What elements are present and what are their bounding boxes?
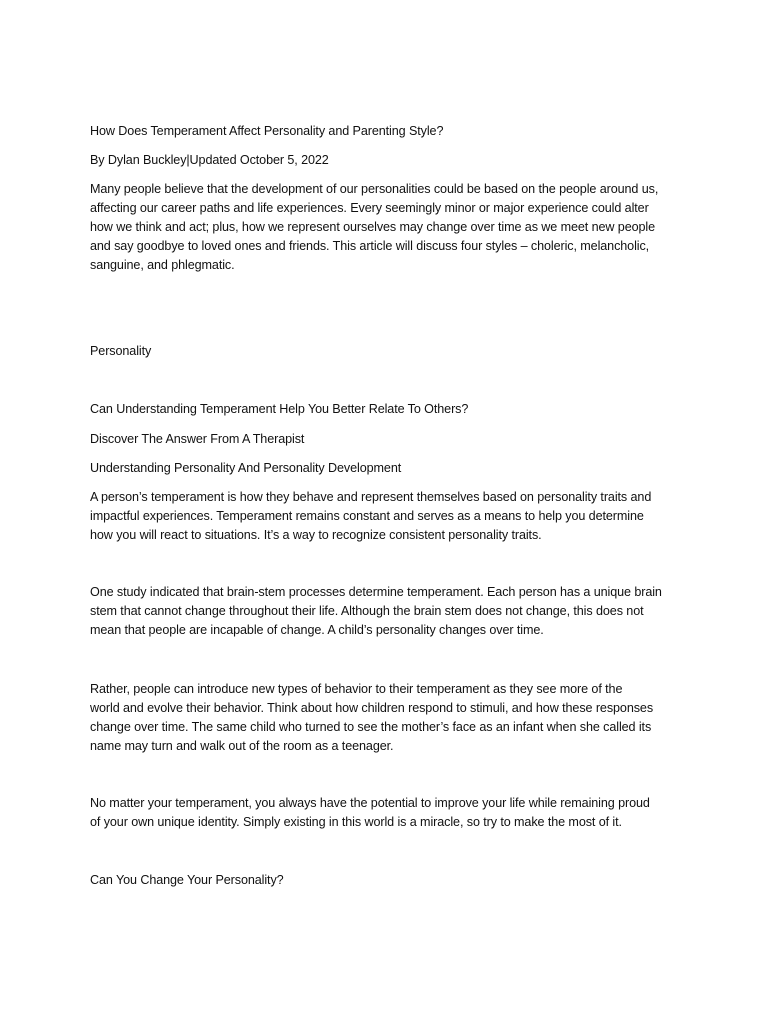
heading-understanding (90, 459, 690, 478)
paragraph-line: change over time. The same child who turned to see the mother’s face as an infant when she called its (90, 720, 652, 734)
article-byline (90, 151, 690, 170)
paragraph-line: impactful experiences. Temperament remains constant and serves as a means to help you determine (90, 509, 644, 523)
paragraph-line: One study indicated that brain-stem processes determine temperament. Each person has a unique brain (90, 585, 662, 599)
paragraph-line: world and evolve their behavior. Think about how children respond to stimuli, and how these responses (90, 701, 654, 715)
paragraph-brain-stem (90, 583, 690, 640)
intro-line: and say goodbye to loved ones and friends. This article will discuss four styles – choleric, melancholic, (90, 239, 650, 253)
article-byline-text: By Dylan Buckley|Updated October 5, 2022 (90, 153, 329, 167)
paragraph-line: name may turn and walk out of the room as a teenager. (90, 739, 394, 753)
intro-line: affecting our career paths and life experiences. Every seemingly minor or major experience could alter (90, 201, 649, 215)
article-title-text: How Does Temperament Affect Personality and Parenting Style? (90, 124, 444, 138)
heading-therapist-text: Discover The Answer From A Therapist (90, 432, 305, 446)
paragraph-line: of your own unique identity. Simply existing in this world is a miracle, so try to make the most of it. (90, 815, 622, 829)
intro-paragraph (90, 180, 690, 275)
article-title (90, 122, 690, 141)
paragraph-potential (90, 794, 690, 832)
paragraph-temperament (90, 488, 690, 545)
paragraph-line: stem that cannot change throughout their life. Although the brain stem does not change, this does not (90, 604, 644, 618)
intro-line: sanguine, and phlegmatic. (90, 258, 235, 272)
paragraph-behavior (90, 680, 690, 756)
heading-relate-text: Can Understanding Temperament Help You Better Relate To Others? (90, 402, 469, 416)
intro-line: how we think and act; plus, how we represent ourselves may change over time as we meet new people (90, 220, 656, 234)
section-heading-personality-text: Personality (90, 344, 152, 358)
paragraph-line: mean that people are incapable of change. A child’s personality changes over time. (90, 623, 544, 637)
paragraph-line: Rather, people can introduce new types of behavior to their temperament as they see more of the (90, 682, 623, 696)
heading-understanding-text: Understanding Personality And Personality Development (90, 461, 402, 475)
heading-change (90, 871, 690, 890)
heading-therapist (90, 430, 690, 449)
section-heading-personality (90, 342, 690, 361)
paragraph-line: A person’s temperament is how they behave and represent themselves based on personality traits and (90, 490, 652, 504)
intro-line: Many people believe that the development of our personalities could be based on the people around us, (90, 182, 659, 196)
heading-change-text: Can You Change Your Personality? (90, 873, 284, 887)
paragraph-line: No matter your temperament, you always have the potential to improve your life while remaining proud (90, 796, 650, 810)
heading-relate (90, 400, 690, 419)
paragraph-line: how you will react to situations. It’s a way to recognize consistent personality traits. (90, 528, 542, 542)
